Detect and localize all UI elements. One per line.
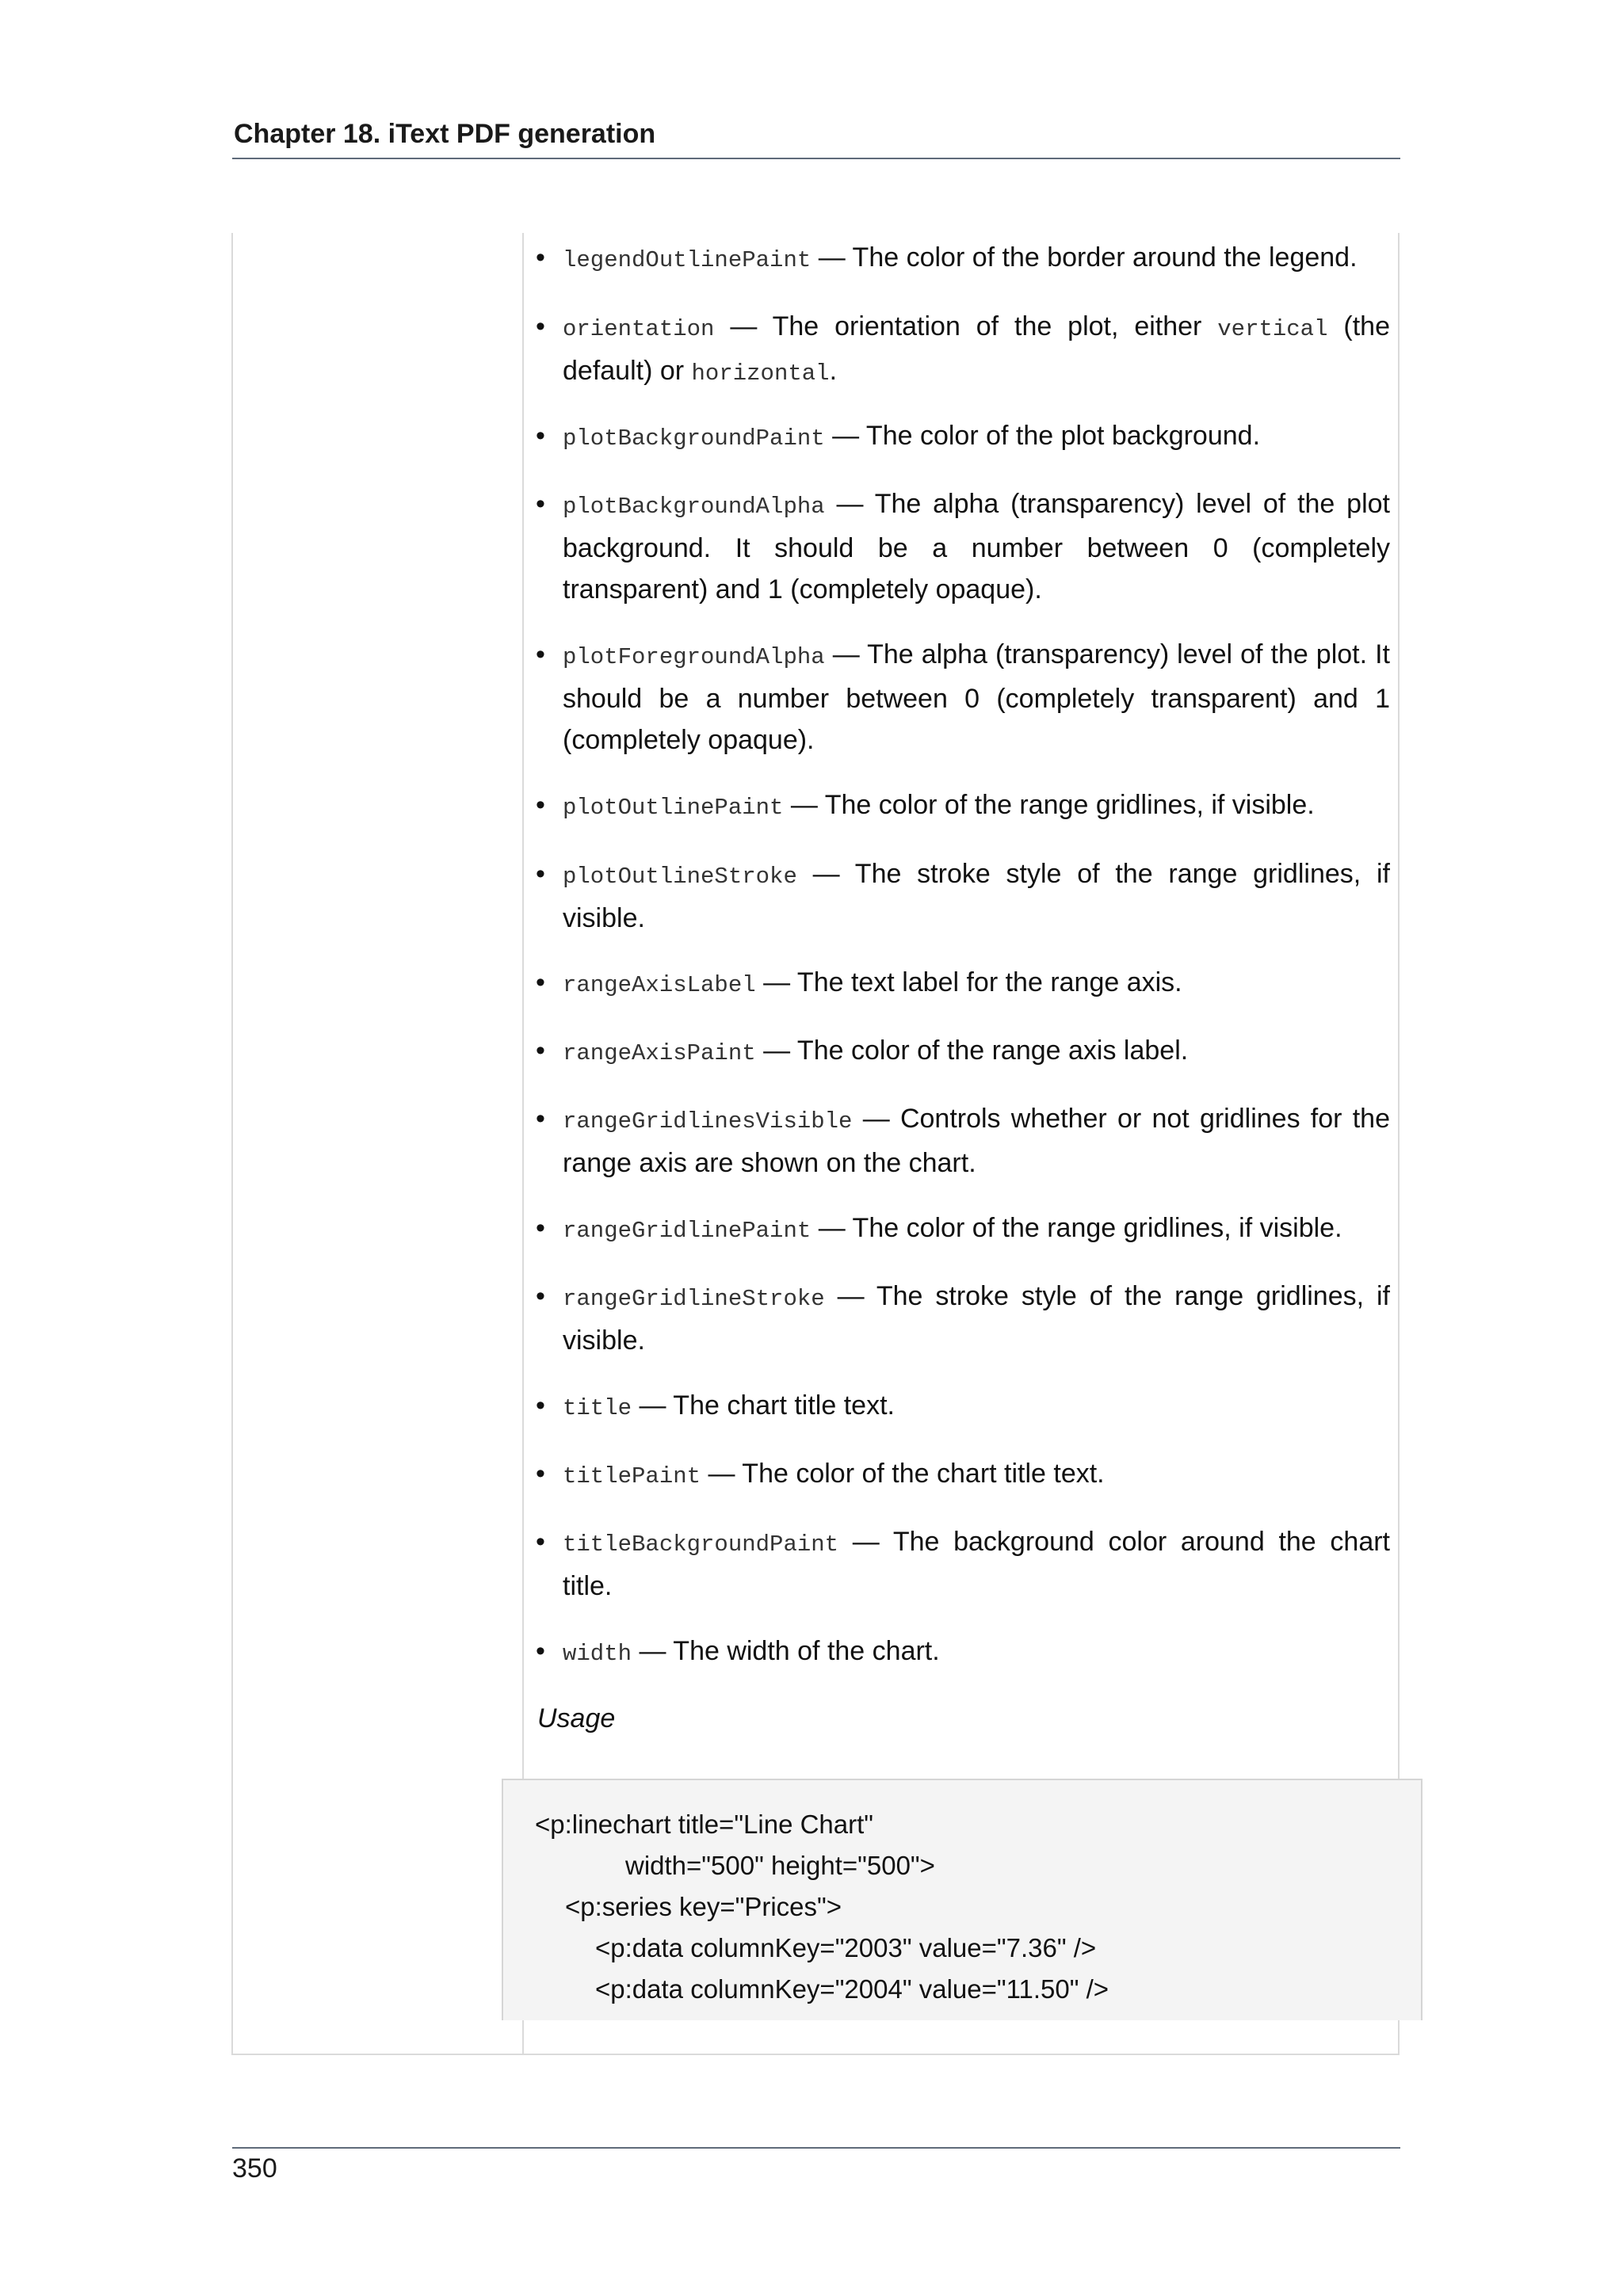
page-number: 350 bbox=[232, 2153, 277, 2183]
attribute-name: rangeGridlinesVisible bbox=[563, 1108, 853, 1135]
code-line: width="500" height="500"> bbox=[625, 1851, 935, 1880]
attribute-value: vertical bbox=[1217, 316, 1328, 342]
attribute-name: width bbox=[563, 1641, 632, 1667]
bullet: • bbox=[536, 311, 545, 341]
attribute-description: — The stroke style of the range gridlines, if visible. bbox=[563, 1281, 1390, 1356]
attribute-item bbox=[536, 634, 1390, 761]
attribute-item bbox=[536, 1207, 1390, 1252]
code-example-box bbox=[502, 1779, 1423, 2020]
attribute-name: rangeAxisPaint bbox=[563, 1040, 756, 1066]
bullet: • bbox=[536, 639, 545, 669]
footer-divider bbox=[232, 2147, 1400, 2149]
attribute-name: plotForegroundAlpha bbox=[563, 644, 825, 670]
bullet: • bbox=[536, 1281, 545, 1311]
attribute-name: rangeAxisLabel bbox=[563, 972, 756, 998]
attribute-name: rangeGridlinePaint bbox=[563, 1218, 812, 1244]
attribute-name: titleBackgroundPaint bbox=[563, 1531, 839, 1558]
bullet: • bbox=[536, 1636, 545, 1666]
attribute-item bbox=[536, 415, 1390, 460]
attribute-name: plotOutlinePaint bbox=[563, 795, 784, 821]
attribute-item bbox=[536, 1521, 1390, 1607]
attribute-name: rangeGridlineStroke bbox=[563, 1286, 825, 1312]
code-line: <p:data columnKey="2003" value="7.36" /> bbox=[595, 1933, 1097, 1962]
attribute-description: — The stroke style of the range gridlines, if visible. bbox=[563, 859, 1390, 933]
bullet: • bbox=[536, 1104, 545, 1134]
attribute-description: — The color of the range gridlines, if visible. bbox=[783, 790, 1315, 820]
attribute-description: — The alpha (transparency) level of the plot background. It should be a number between 0 (completely transparent) and 1 (completely opaque). bbox=[563, 489, 1390, 605]
attribute-item bbox=[536, 1385, 1390, 1429]
bullet: • bbox=[536, 1527, 545, 1557]
bullet: • bbox=[536, 1035, 545, 1066]
attribute-description: — The width of the chart. bbox=[632, 1636, 940, 1666]
attribute-description: — The chart title text. bbox=[632, 1390, 895, 1421]
code-line: <p:linechart title="Line Chart" bbox=[535, 1810, 874, 1839]
attribute-description: . bbox=[829, 356, 838, 386]
attribute-description: — The alpha (transparency) level of the plot. It should be a number between 0 (completely transparent) and 1 (completely opaque). bbox=[563, 639, 1390, 755]
attribute-name: orientation bbox=[563, 316, 715, 342]
attribute-description: — The background color around the chart title. bbox=[563, 1527, 1390, 1601]
code-line: <p:series key="Prices"> bbox=[565, 1892, 842, 1921]
attribute-item bbox=[536, 237, 1390, 281]
code-line: <p:data columnKey="2004" value="11.50" /> bbox=[595, 1974, 1109, 2004]
attribute-name: title bbox=[563, 1395, 632, 1421]
attribute-description: — The color of the range gridlines, if visible. bbox=[811, 1213, 1342, 1243]
attribute-item bbox=[536, 784, 1390, 829]
bullet: • bbox=[536, 1459, 545, 1489]
attribute-name: legendOutlinePaint bbox=[563, 247, 812, 273]
attribute-item bbox=[536, 483, 1390, 610]
attribute-item bbox=[536, 1098, 1390, 1184]
bullet: • bbox=[536, 1390, 545, 1421]
attribute-item bbox=[536, 1276, 1390, 1361]
chapter-title: Chapter 18. iText PDF generation bbox=[234, 119, 656, 149]
header-divider bbox=[232, 158, 1400, 159]
attribute-item bbox=[536, 853, 1390, 939]
attribute-description: — The color of the plot background. bbox=[824, 421, 1261, 451]
attribute-description: (the default) or bbox=[563, 311, 1390, 386]
attribute-item bbox=[536, 306, 1390, 395]
attribute-value: horizontal bbox=[691, 360, 830, 387]
bullet: • bbox=[536, 242, 545, 273]
attribute-item bbox=[536, 1453, 1390, 1497]
attribute-item bbox=[536, 1630, 1390, 1675]
attribute-name: plotBackgroundAlpha bbox=[563, 494, 825, 520]
attribute-description: — Controls whether or not gridlines for the range axis are shown on the chart. bbox=[563, 1104, 1390, 1178]
bullet: • bbox=[536, 489, 545, 519]
attribute-item bbox=[536, 1030, 1390, 1074]
attribute-description: — The color of the range axis label. bbox=[755, 1035, 1189, 1066]
usage-heading: Usage bbox=[537, 1703, 616, 1733]
attribute-description: — The text label for the range axis. bbox=[755, 967, 1182, 997]
attribute-name: titlePaint bbox=[563, 1463, 701, 1489]
bullet: • bbox=[536, 859, 545, 889]
attribute-name: plotBackgroundPaint bbox=[563, 425, 825, 452]
attribute-item bbox=[536, 962, 1390, 1006]
bullet: • bbox=[536, 790, 545, 820]
bullet: • bbox=[536, 421, 545, 451]
attribute-name: plotOutlineStroke bbox=[563, 864, 797, 890]
attribute-description: — The color of the border around the legend. bbox=[811, 242, 1358, 273]
bullet: • bbox=[536, 967, 545, 997]
attribute-description: — The orientation of the plot, either bbox=[714, 311, 1218, 341]
bullet: • bbox=[536, 1213, 545, 1243]
attribute-description: — The color of the chart title text. bbox=[701, 1459, 1105, 1489]
